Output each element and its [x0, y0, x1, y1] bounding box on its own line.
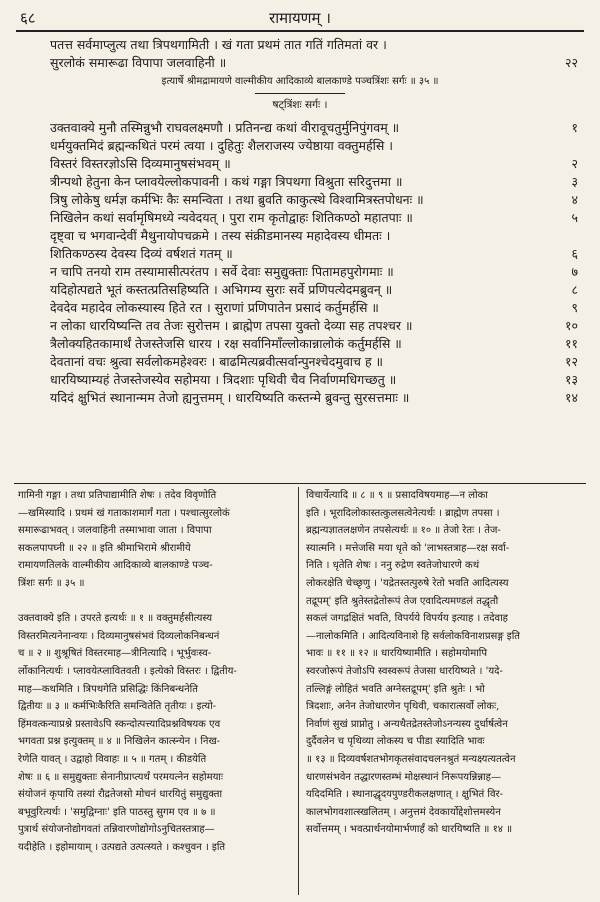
verse-line: [18, 36, 582, 54]
verse-line: [18, 389, 582, 407]
commentary-right-column: [306, 487, 578, 839]
verse-text: त्रैलोक्यहितकामार्थं तेजस्तेजसि धारय । रक्ष सर्वानिमाँल्लोकान्नालोकं कर्तुमर्हसि ॥: [50, 336, 402, 351]
commentary-line: विचार्येत्यादि ॥ ८ ॥ ९ ॥ प्रसादविषयमाह—न लोका: [306, 490, 488, 501]
commentary-line: स्यात्मनि । मत्तेजसि मया धृते को 'लाभस्तत्राह—रक्ष सर्वा-: [306, 542, 510, 554]
verse-line: [18, 54, 582, 72]
verse-line: [18, 335, 582, 353]
commentary-line: —नालोकमिति । आदित्यविनाशे हि सर्वलोकविनाशप्रसङ्ग इति: [306, 630, 520, 642]
verse-line: [18, 119, 582, 137]
verse-text: त्रीन्पथो हेतुना केन प्लावयेल्लोकपावनी । कथं गङ्गा त्रिपथगा विश्रुता सरिदुत्तमा ॥: [50, 174, 403, 189]
commentary-line: कालभोगवशात्स्खलितम् । अनुत्तमं देवकार्योद्देशोत्तमस्येन: [306, 806, 501, 818]
commentary-line: गामिनी गङ्गा । तथा प्रतिपाद्यामीति शेषः । तदेव विवृणोति: [18, 490, 217, 501]
verse-text: न चापि तनयो राम तस्यामासीत्परंतप । सर्वे देवाः समुद्युक्ताः पितामहपुरोगमाः ॥: [50, 264, 394, 279]
verse-line: [18, 317, 582, 335]
commentary-line: द्वितीयः ॥ ३ ॥ कर्मभिःकैरिति समन्वितेति तृतीयः । इत्यो-: [18, 701, 217, 713]
commentary-line: समारूढाभवत् । जलवाहिनी तस्माभावा जाता । विपापा: [18, 525, 212, 537]
commentary-line: उक्तवाक्ये इति । उपरते इत्यर्थः ॥ १ ॥ वक्तुमर्हसीत्यस्य: [18, 613, 213, 625]
commentary-line: स्वरजोरूपं तेजोऽपि स्वस्वरूपं तेजसा धारयिष्यते । 'यदे-: [306, 665, 503, 677]
commentary-line: संयोजनं कृपायि तस्यां रौद्रतेजसो मोचनं धारयितुं समुद्युक्ता: [18, 789, 223, 801]
commentary-line: निर्वाणं सुखं प्राप्नोतु । अन्यथैतद्रेतस्तेजोऽनन्यस्य दुर्धार्षत्वेन: [306, 718, 508, 730]
page-header: [14, 6, 586, 30]
commentary-line: र्लोकानित्यर्थः । प्लावयेत्प्लावितवती । इत्येको विस्तरः । द्वितीय-: [18, 665, 237, 677]
commentary-line: सकलपापघ्नी ॥ २२ ॥ इति श्रीमाभिरामे श्रीरामीये: [18, 542, 191, 554]
verse-number: ५: [571, 210, 578, 225]
commentary-line: त्रिदशाः, अनेन तेजोधारणेन पृथिवी, चकारात्सर्वो लोकः,: [306, 701, 500, 713]
verse-line: [18, 191, 582, 209]
verse-line: [18, 263, 582, 281]
column-divider: [298, 487, 299, 895]
commentary-line: बभूवुरित्यर्थः । 'समुद्विग्नाः' इति पाठस्तु सुगम एव ॥ ७ ॥: [18, 806, 216, 818]
verse-text: त्रिषु लोकेषु धर्मज्ञ कर्मभिः कैः समन्विता । तथा ब्रुवति काकुत्स्थे विश्वामित्रस्तपोधनः ॥: [50, 192, 424, 207]
commentary-line: भगवता प्रश्न इत्युक्तम् ॥ ४ ॥ निखिलेन कात्स्न्येन । निख-: [18, 736, 221, 748]
commentary-line: च ॥ २ ॥ शुश्रूषितं विस्तरमाह—त्रीनित्यादि । भूर्भुवःस्व-: [18, 648, 212, 660]
header-rule: [16, 30, 584, 32]
verse-number: २२: [564, 55, 578, 70]
sarga-colophon: इत्यार्षे श्रीमद्रामायणे वाल्मीकीय आदिकाव्ये बालकाण्डे पञ्चत्रिंशः सर्गः ॥ ३५ ॥: [161, 76, 439, 87]
verse-number: ६: [571, 246, 578, 261]
verse-text: धारयिष्याम्यहं तेजस्तेजस्येव सहोमया । त्रिदशाः पृथिवी चैव निर्वाणमधिगच्छतु ॥: [50, 372, 397, 387]
verse-number: ९: [571, 300, 578, 315]
commentary-left-column: [18, 487, 290, 856]
verse-text: निखिलेन कथां सर्वामृषिमध्ये न्यवेदयत् । पुरा राम कृतोद्वाहः शितिकण्ठो महातपाः ॥: [50, 210, 413, 225]
verse-number: ८: [571, 282, 578, 297]
verse-line: [18, 155, 582, 173]
commentary-line: हिंमवत्कन्याप्रश्ने प्रस्तावेऽपि स्कन्दोत्पत्त्यादिप्रश्नविषयक एव: [18, 718, 221, 730]
section-divider: [255, 93, 345, 94]
verse-text: दृष्ट्वा च भगवान्देवीं मैथुनायोपचक्रमे । तस्य संक्रीडमानस्य महादेवस्य धीमतः ।: [50, 228, 391, 243]
verse-text: न लोका धारयिष्यन्ति तव तेजः सुरोत्तम । ब्राह्मेण तपसा युक्तो देव्या सह तपश्चर ॥: [50, 318, 413, 333]
commentary-line: विस्तरमित्यनेनान्वयः । दिव्यमानुषसंभवं दिव्यलोकनिबन्धनं: [18, 630, 220, 642]
page-number: ६८: [20, 9, 36, 27]
commentary-line: लोकरक्षेति चेच्छृणु । 'यद्रेतस्तत्पुरुषे रेतो भवति आदित्यस्य: [306, 577, 509, 589]
verse-text: धर्मयुक्तमिदं ब्रह्मन्कथितं परमं त्वया । दुहितुः शैलराजस्य ज्येष्ठाया वक्तुमर्हसि ।: [50, 138, 393, 153]
commentary-line: यदिदमिति । स्थानाद्धृदयपुण्डरीकलक्षणात् । क्षुभितं विर-: [306, 789, 503, 801]
commentary-line: त्रिंशः सर्गः ॥ ३५ ॥: [18, 577, 85, 589]
commentary-rule: [14, 483, 586, 484]
commentary-line: ब्रह्मन्यज्ञातलक्षणेन तपसेत्यर्थः ॥ १० ॥ तेजो रेतः । तेज-: [306, 525, 501, 537]
verse-line: [18, 209, 582, 227]
commentary-line: माह—कथमिति । त्रिपथगेति प्रसिद्धिः किंनिबन्धनेति: [18, 683, 198, 695]
verse-line: [18, 353, 582, 371]
verse-number: ३: [571, 174, 578, 189]
verse-text: उक्तवाक्ये मुनौ तस्मिन्नुभौ राघवलक्ष्मणौ । प्रतिनन्द्य कथां वीरावूचतुर्मुनिपुंगवम् ॥: [50, 120, 400, 135]
verse-number: १४: [564, 390, 578, 405]
verse-text: सुरलोकं समारूढा विपापा जलवाहिनी ॥: [50, 55, 227, 70]
commentary-line: [18, 593, 290, 611]
verse-line: [18, 173, 582, 191]
commentary-line: निति । धृतेति शेषः । ननु रुद्रेण स्वतेजोधारणे कथं: [306, 560, 480, 572]
verse-line: [18, 137, 582, 155]
commentary-line: तद्रूपम्' इति श्रुतेस्तद्रेतोरूपं तेज एवादित्यमण्डलं तद्धृतौ: [306, 595, 499, 607]
verse-text: देवदेव महादेव लोकस्यास्य हिते रत । सुराणां प्रणिपातेन प्रसादं कर्तुमर्हसि ॥: [50, 300, 379, 315]
verse-text: यदिहोत्पद्यते भूतं कस्तत्प्रतिसहिष्यति । अभिगम्य सुराः सर्वे प्रणिपत्येदमब्रुवन् ॥: [50, 282, 393, 297]
verse-number: ११: [564, 336, 578, 351]
commentary-line: इति । भूरादिलोकास्तत्कुलसत्वेनेत्यर्थः । ब्राह्मेण तपसा ।: [306, 507, 500, 519]
verse-line: [18, 299, 582, 317]
commentary-line: धारणसंभवेन तद्धारणस्तम्भं मोक्षस्थानं निरूपयन्निन्नाह—: [306, 771, 501, 783]
verse-text: यदिदं क्षुभितं स्थानान्मम तेजो ह्यनुत्तमम् । धारयिष्यति कस्तन्मे ब्रुवन्तु सुरसत्तमाः ॥: [50, 390, 410, 405]
verse-line: [18, 281, 582, 299]
commentary-line: —खमिस्यादि । प्रथमं खं गताकाशमार्गं गता । पश्चात्सुरलोकं: [18, 507, 230, 519]
commentary-line: दुर्दैवलेन च पृथिव्या लोकस्य च पीडा स्यादिति भावः: [306, 736, 485, 748]
verse-line: [18, 245, 582, 263]
verse-number: १: [571, 120, 578, 135]
commentary-line: रेणेति यावत् । उद्वाहो विवाहः ॥ ५ ॥ गतम् । कीडयेति: [18, 753, 207, 765]
commentary-line: पुत्रार्थ संयोजनोद्योगवतां तन्निवारणोद्योगोऽनुचितस्तत्राह—: [18, 824, 215, 836]
commentary-line: सकलं जगद्रक्षितं भवति, विपर्यये विपर्यय इत्याह । तदेवाह: [306, 613, 508, 625]
verse-line: [18, 371, 582, 389]
commentary-line: सर्वोत्तमम् । भवत्प्रार्थनयोमार्भणार्हं को धारयिष्यति ॥ १४ ॥: [306, 824, 513, 836]
verse-text: विस्तरं विस्तरज्ञोऽसि दिव्यमानुषसंभवम् ॥: [50, 156, 231, 171]
verse-number: १२: [564, 354, 578, 369]
commentary-line: रामायणतिलके वाल्मीकीय आदिकाव्ये बालकाण्डे पञ्च-: [18, 560, 213, 572]
verse-text: देवतानां वचः श्रुत्वा सर्वलोकमहेश्वरः । बाढमित्यब्रवीत्सर्वान्पुनश्चेदमुवाच ह ॥: [50, 354, 384, 369]
commentary-line: ॥ १३ ॥ दिव्यवर्षशतभोगकृतसंवादचलनश्रुतं मन्यक्ष्यत्यतत्वेन: [306, 753, 516, 765]
verse-number: ७: [571, 264, 578, 279]
verse-text: शितिकण्ठस्य देवस्य दिव्यं वर्षशतं गतम् ॥: [50, 246, 233, 261]
verse-number: २: [571, 156, 578, 171]
verse-text: पतत्त सर्वमाप्लुत्य तथा त्रिपथगामिती । खं गता प्रथमं तात गतिं गतिमतां वर ।: [50, 37, 387, 52]
commentary-line: तल्लिङ्गं लोहितं भवति अग्नेस्तद्रूपम्' इति श्रुतेः । भो: [306, 683, 485, 695]
verse-line: [18, 407, 582, 425]
verse-number: १०: [564, 318, 578, 333]
sarga-heading: षट्त्रिंशः सर्गः ।: [272, 99, 328, 111]
verse-number: १३: [564, 372, 578, 387]
commentary-line: शेषः ॥ ६ ॥ समुद्युक्ताः सेनानीप्राप्त्यर्थं परमयत्नेन सहोमयाः: [18, 771, 224, 783]
commentary-line: यदीहेति । इहोमायाम् । उत्पद्यते उत्पत्स्यते । कश्चुवन । इति: [18, 841, 226, 853]
commentary-line: भावः ॥ ११ ॥ १२ ॥ धारयिष्यामीति । सहोमयोमापि: [306, 648, 488, 660]
running-title: रामायणम् ।: [269, 9, 331, 27]
verse-block: [18, 36, 582, 425]
verse-number: ४: [571, 192, 578, 207]
verse-line: [18, 227, 582, 245]
